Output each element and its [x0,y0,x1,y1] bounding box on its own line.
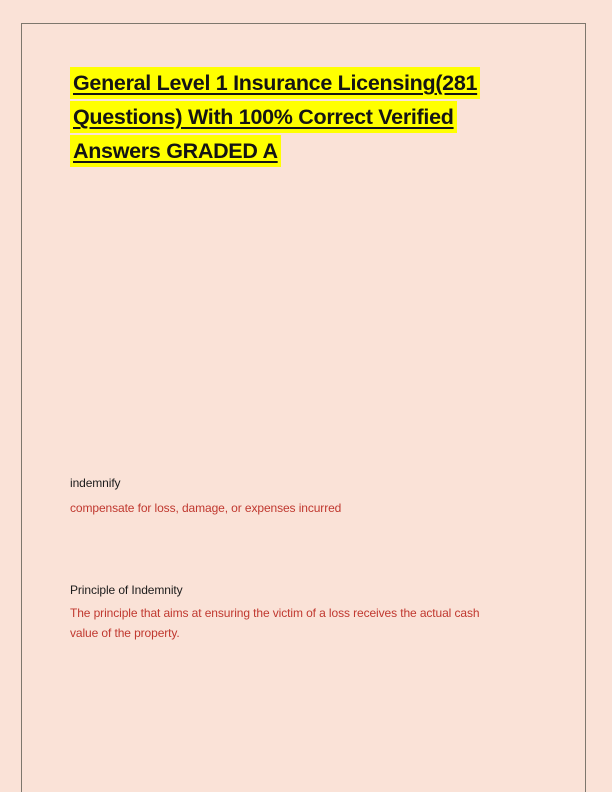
document-title [70,66,560,168]
answer-line: The principle that aims at ensuring the victim of a loss receives the actual cash [70,606,480,620]
title-line [70,134,560,168]
title-line-highlighted-text: Answers GRADED A [70,135,281,167]
question-text: Principle of Indemnity [70,583,183,597]
answer-text [70,603,479,643]
answer-text [70,498,341,518]
question-text: indemnify [70,476,121,490]
title-line-highlighted-text: General Level 1 Insurance Licensing(281 [70,67,480,99]
answer-line: value of the property. [70,626,180,640]
title-line [70,66,560,100]
title-line-highlighted-text: Questions) With 100% Correct Verified [70,101,457,133]
title-line [70,100,560,134]
answer-line: compensate for loss, damage, or expenses incurred [70,501,342,515]
